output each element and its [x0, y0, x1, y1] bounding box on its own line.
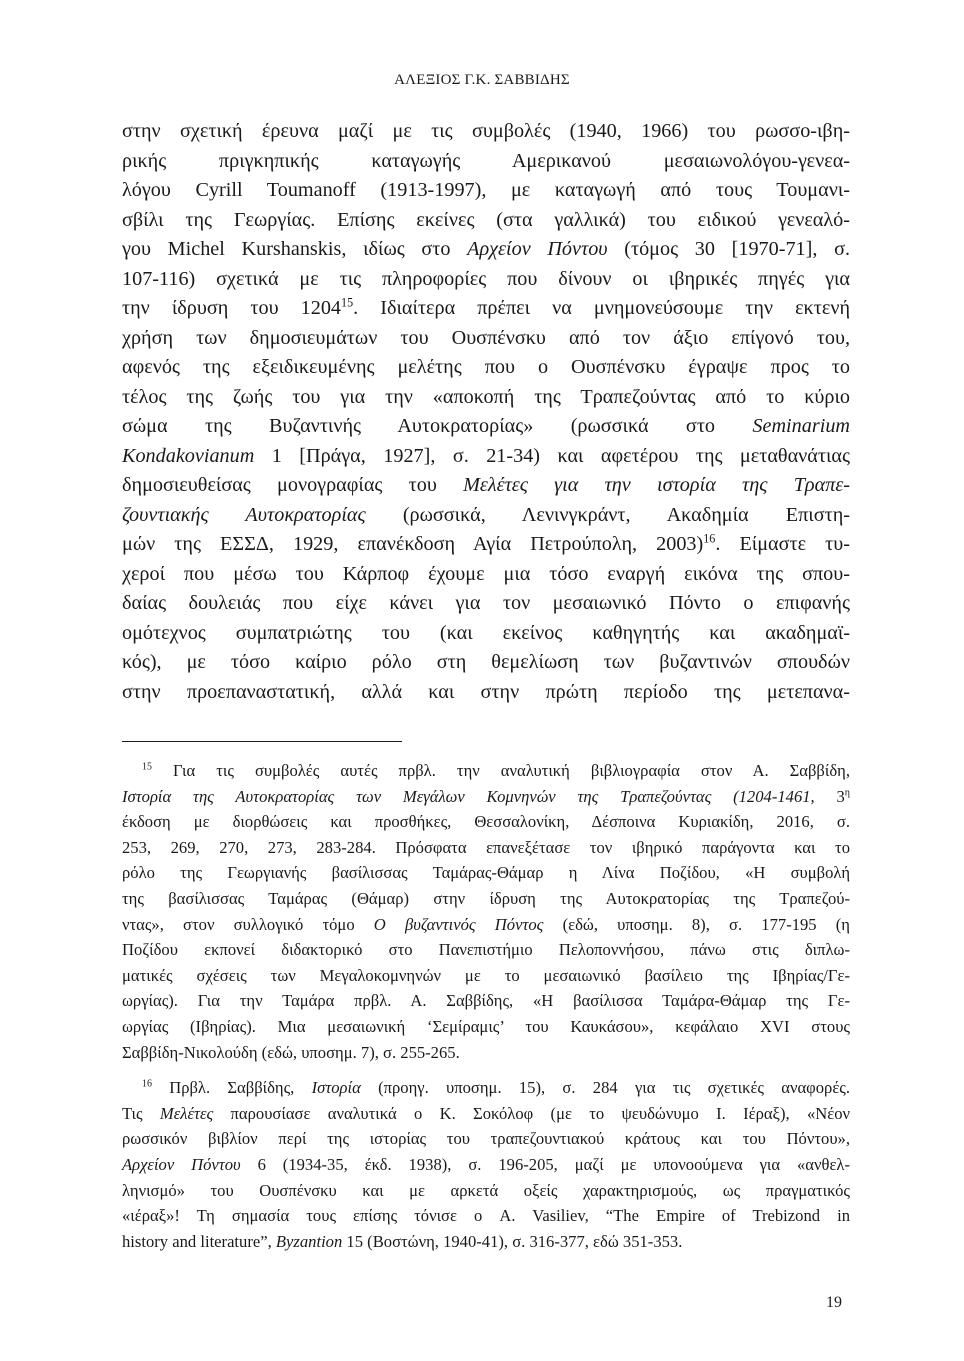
- footnote-reference: 16: [703, 531, 716, 546]
- text-run: ρικής πριγκηπικής καταγωγής Αμερικανού μεσαιωνολόγου-γενεα-: [122, 149, 850, 172]
- italic-title: Seminarium: [752, 415, 850, 437]
- italic-title: ζουντιακής Αυτοκρατορίας: [122, 503, 366, 526]
- main-text-body: [122, 117, 850, 707]
- italic-title: Kondakovianum: [122, 444, 255, 467]
- italic-title: Αρχείον Πόντου: [467, 238, 608, 260]
- footnote-line: [122, 1126, 850, 1152]
- footnote-number: 15: [142, 761, 152, 773]
- footnote-reference: η: [844, 787, 850, 799]
- text-run: αφενός της εξειδικευμένης μελέτης που ο Ουσπένσκυ έγραψε προς το: [122, 356, 850, 378]
- text-run: ρωσσικόν βιβλίον περί της ιστορίας του τραπεζουντιακού κράτους και του Πόντου»,: [122, 1129, 850, 1149]
- footnote-line: [122, 860, 850, 886]
- text-run: λόγου Cyrill Toumanoff (1913-1997), με καταγωγή από τους Τουμανι-: [122, 179, 850, 201]
- text-run: Για τις συμβολές αυτές πρβλ. την αναλυτική βιβλιογραφία στον Α. Σαββίδη,: [151, 761, 850, 780]
- text-run: 3: [814, 786, 845, 806]
- footnote-16: [122, 1075, 850, 1254]
- footnote-line: [122, 963, 850, 989]
- footnote-number: 16: [142, 1078, 152, 1090]
- text-run: 107-116) σχετικά με τις πληροφορίες που δίνουν οι ιβηρικές πηγές για: [122, 267, 850, 290]
- text-run: ματικές σχέσεις των Μεγαλοκομνηνών με το μεσαιωνικό βασίλειο της Ιβηρίας/Γε-: [122, 965, 850, 985]
- text-run: «ιέραξ»! Τη σημασία τους επίσης τόνισε ο A. Vasiliev, “The Empire of Trebizond in: [122, 1206, 850, 1226]
- footnote-line: [122, 1075, 850, 1101]
- footnote-line: [122, 937, 850, 963]
- text-run: έκδοση με διορθώσεις και προσθήκες, Θεσσαλονίκη, Δέσποινα Κυριακίδη, 2016, σ.: [122, 812, 850, 832]
- text-line: [122, 353, 850, 383]
- text-line: [122, 471, 850, 501]
- text-line: [122, 324, 850, 354]
- text-line: [122, 265, 850, 295]
- text-run: μών της ΕΣΣΔ, 1929, επανέκδοση Αγία Πετρούπολη, 2003): [122, 533, 704, 555]
- text-line: [122, 383, 850, 413]
- footnote-15: [122, 758, 850, 1065]
- text-line: [122, 442, 850, 472]
- text-line: [122, 147, 850, 177]
- text-run: ντας», στον συλλογικό τόμο: [122, 914, 374, 934]
- text-run: γου Michel Kurshanskis, ιδίως στο: [122, 238, 468, 260]
- text-run: κός), με τόσο καίριο ρόλο στη θεμελίωση των βυζαντινών σπουδών: [122, 651, 850, 673]
- text-line: [122, 412, 850, 442]
- text-run: σώμα της Βυζαντινής Αυτοκρατορίας» (ρωσσικά στο: [122, 415, 753, 437]
- text-run: χρήση των δημοσιευμάτων του Ουσπένσκυ από τον άξιο επίγονό του,: [122, 326, 850, 349]
- footnote-line: [122, 1178, 850, 1204]
- text-run: 253, 269, 270, 273, 283-284. Πρόσφατα επανεξέτασε τον ιβηρικό παράγοντα και το: [122, 837, 850, 857]
- text-run: ωργίας (Ιβηρίας). Μια μεσαιωνική ‘Σεμίραμις’ του Καυκάσου», κεφάλαιο XVI στους: [122, 1016, 850, 1036]
- footnote-line: [122, 784, 850, 810]
- text-run: Ποζίδου εκπονεί διδακτορικό στο Πανεπιστήμιο Πελοποννήσου, πάνω στις διπλω-: [122, 940, 850, 960]
- running-head: ΑΛΕΞΙΟΣ Γ.Κ. ΣΑΒΒΙΔΗΣ: [394, 72, 570, 88]
- footnote-line: [122, 1203, 850, 1229]
- text-run: (προηγ. υποσημ. 15), σ. 284 για τις σχετικές αναφορές.: [360, 1078, 851, 1098]
- text-line: [122, 176, 850, 206]
- footnote-line: [122, 835, 850, 861]
- italic-title: Αρχείον Πόντου: [122, 1154, 241, 1174]
- footnote-separator: [122, 741, 402, 742]
- text-run: 6 (1934-35, έκδ. 1938), σ. 196-205, μαζί με υπονοούμενα για «ανθελ-: [240, 1154, 850, 1174]
- text-line: [122, 501, 850, 531]
- italic-title: Byzantion: [275, 1231, 343, 1251]
- text-run: 1 [Πράγα, 1927], σ. 21-34) και αφετέρου της μεταθανάτιας: [254, 444, 850, 467]
- footnote-line: [122, 1101, 850, 1127]
- text-run: την ίδρυση του 1204: [122, 297, 342, 319]
- text-run: χεροί που μέσω του Κάρποφ έχουμε μια τόσο εναργή εικόνα της σπου-: [122, 562, 850, 585]
- footnote-line: [122, 1229, 850, 1255]
- footnote-line: [122, 886, 850, 912]
- text-line: [122, 560, 850, 590]
- text-run: ρόλο της Γεωργιανής βασίλισσας Ταμάρας-Θάμαρ η Λίνα Ποζίδου, «Η συμβολή: [122, 863, 850, 883]
- text-run: . Είμαστε τυ-: [715, 533, 850, 555]
- footnotes: [122, 758, 850, 1254]
- text-line: [122, 294, 850, 324]
- footnote-line: [122, 1014, 850, 1040]
- text-line: [122, 117, 850, 147]
- text-run: history and literature”,: [122, 1231, 276, 1251]
- text-run: Σαββίδη-Νικολούδη (εδώ, υποσημ. 7), σ. 255-265.: [122, 1042, 460, 1062]
- text-run: Τις: [122, 1103, 160, 1123]
- text-run: (τόμος 30 [1970-71], σ.: [607, 238, 850, 260]
- footnote-line: [122, 758, 850, 784]
- text-run: παρουσίασε αναλυτικά ο Κ. Σοκόλοφ (με το ψευδώνυμο Ι. Ιέραξ), «Νέον: [213, 1103, 850, 1123]
- text-line: [122, 619, 850, 649]
- footnote-line: [122, 1040, 850, 1066]
- text-run: ληνισμό» του Ουσπένσκυ και με αρκετά οξείς χαρακτηρισμούς, ως πραγματικός: [122, 1180, 850, 1200]
- text-run: της βασίλισσας Ταμάρας (Θάμαρ) στην ίδρυση της Αυτοκρατορίας της Τραπεζού-: [122, 888, 850, 908]
- text-run: Πρβλ. Σαββίδης,: [151, 1078, 312, 1098]
- text-run: δαίας δουλειάς που είχε κάνει για τον μεσαιωνικό Πόντο ο επιφανής: [122, 592, 850, 614]
- text-line: [122, 235, 850, 265]
- text-line: [122, 678, 850, 708]
- text-run: στην σχετική έρευνα μαζί με τις συμβολές (1940, 1966) του ρωσσο-ιβη-: [122, 120, 850, 142]
- text-run: ωργίας). Για την Ταμάρα πρβλ. Α. Σαββίδης, «Η βασίλισσα Ταμάρα-Θάμαρ της Γε-: [122, 991, 850, 1011]
- italic-title: Ιστορία: [311, 1078, 361, 1098]
- footnote-line: [122, 809, 850, 835]
- text-run: ομότεχνος συμπατριώτης του (και εκείνος καθηγητής και ακαδημαϊ-: [122, 621, 850, 644]
- text-run: 15 (Βοστώνη, 1940-41), σ. 316-377, εδώ 351-353.: [342, 1231, 683, 1251]
- text-run: . Ιδιαίτερα πρέπει να μνημονεύσουμε την εκτενή: [353, 297, 851, 319]
- text-run: σβίλι της Γεωργίας. Επίσης εκείνες (στα γαλλικά) του ειδικού γενεαλό-: [122, 208, 850, 231]
- text-run: (ρωσσικά, Λενινγκράντ, Ακαδημία Επιστη-: [365, 503, 850, 526]
- text-run: δημοσιευθείσας μονογραφίας του: [122, 474, 464, 496]
- text-run: τέλος της ζωής του για την «αποκοπή της Τραπεζούντας από το κύριο: [122, 385, 850, 408]
- footnote-line: [122, 1152, 850, 1178]
- page-number: 19: [826, 1294, 842, 1311]
- italic-title: Ο βυζαντινός Πόντος: [373, 914, 544, 934]
- footnote-line: [122, 912, 850, 938]
- text-line: [122, 589, 850, 619]
- footnote-reference: 15: [341, 295, 354, 310]
- text-line: [122, 530, 850, 560]
- text-line: [122, 206, 850, 236]
- footnote-line: [122, 988, 850, 1014]
- italic-title: Μελέτες για την ιστορία της Τραπε-: [463, 474, 851, 496]
- italic-title: Μελέτες: [159, 1103, 214, 1123]
- text-run: στην προεπαναστατική, αλλά και στην πρώτη περίοδο της μετεπανα-: [122, 680, 850, 703]
- text-line: [122, 648, 850, 678]
- footnote-gap: [122, 1065, 850, 1075]
- text-run: (εδώ, υποσημ. 8), σ. 177-195 (η: [543, 914, 850, 934]
- italic-title: Ιστορία της Αυτοκρατορίας των Μεγάλων Κομνηνών της Τραπεζούντας (1204-1461,: [122, 786, 815, 806]
